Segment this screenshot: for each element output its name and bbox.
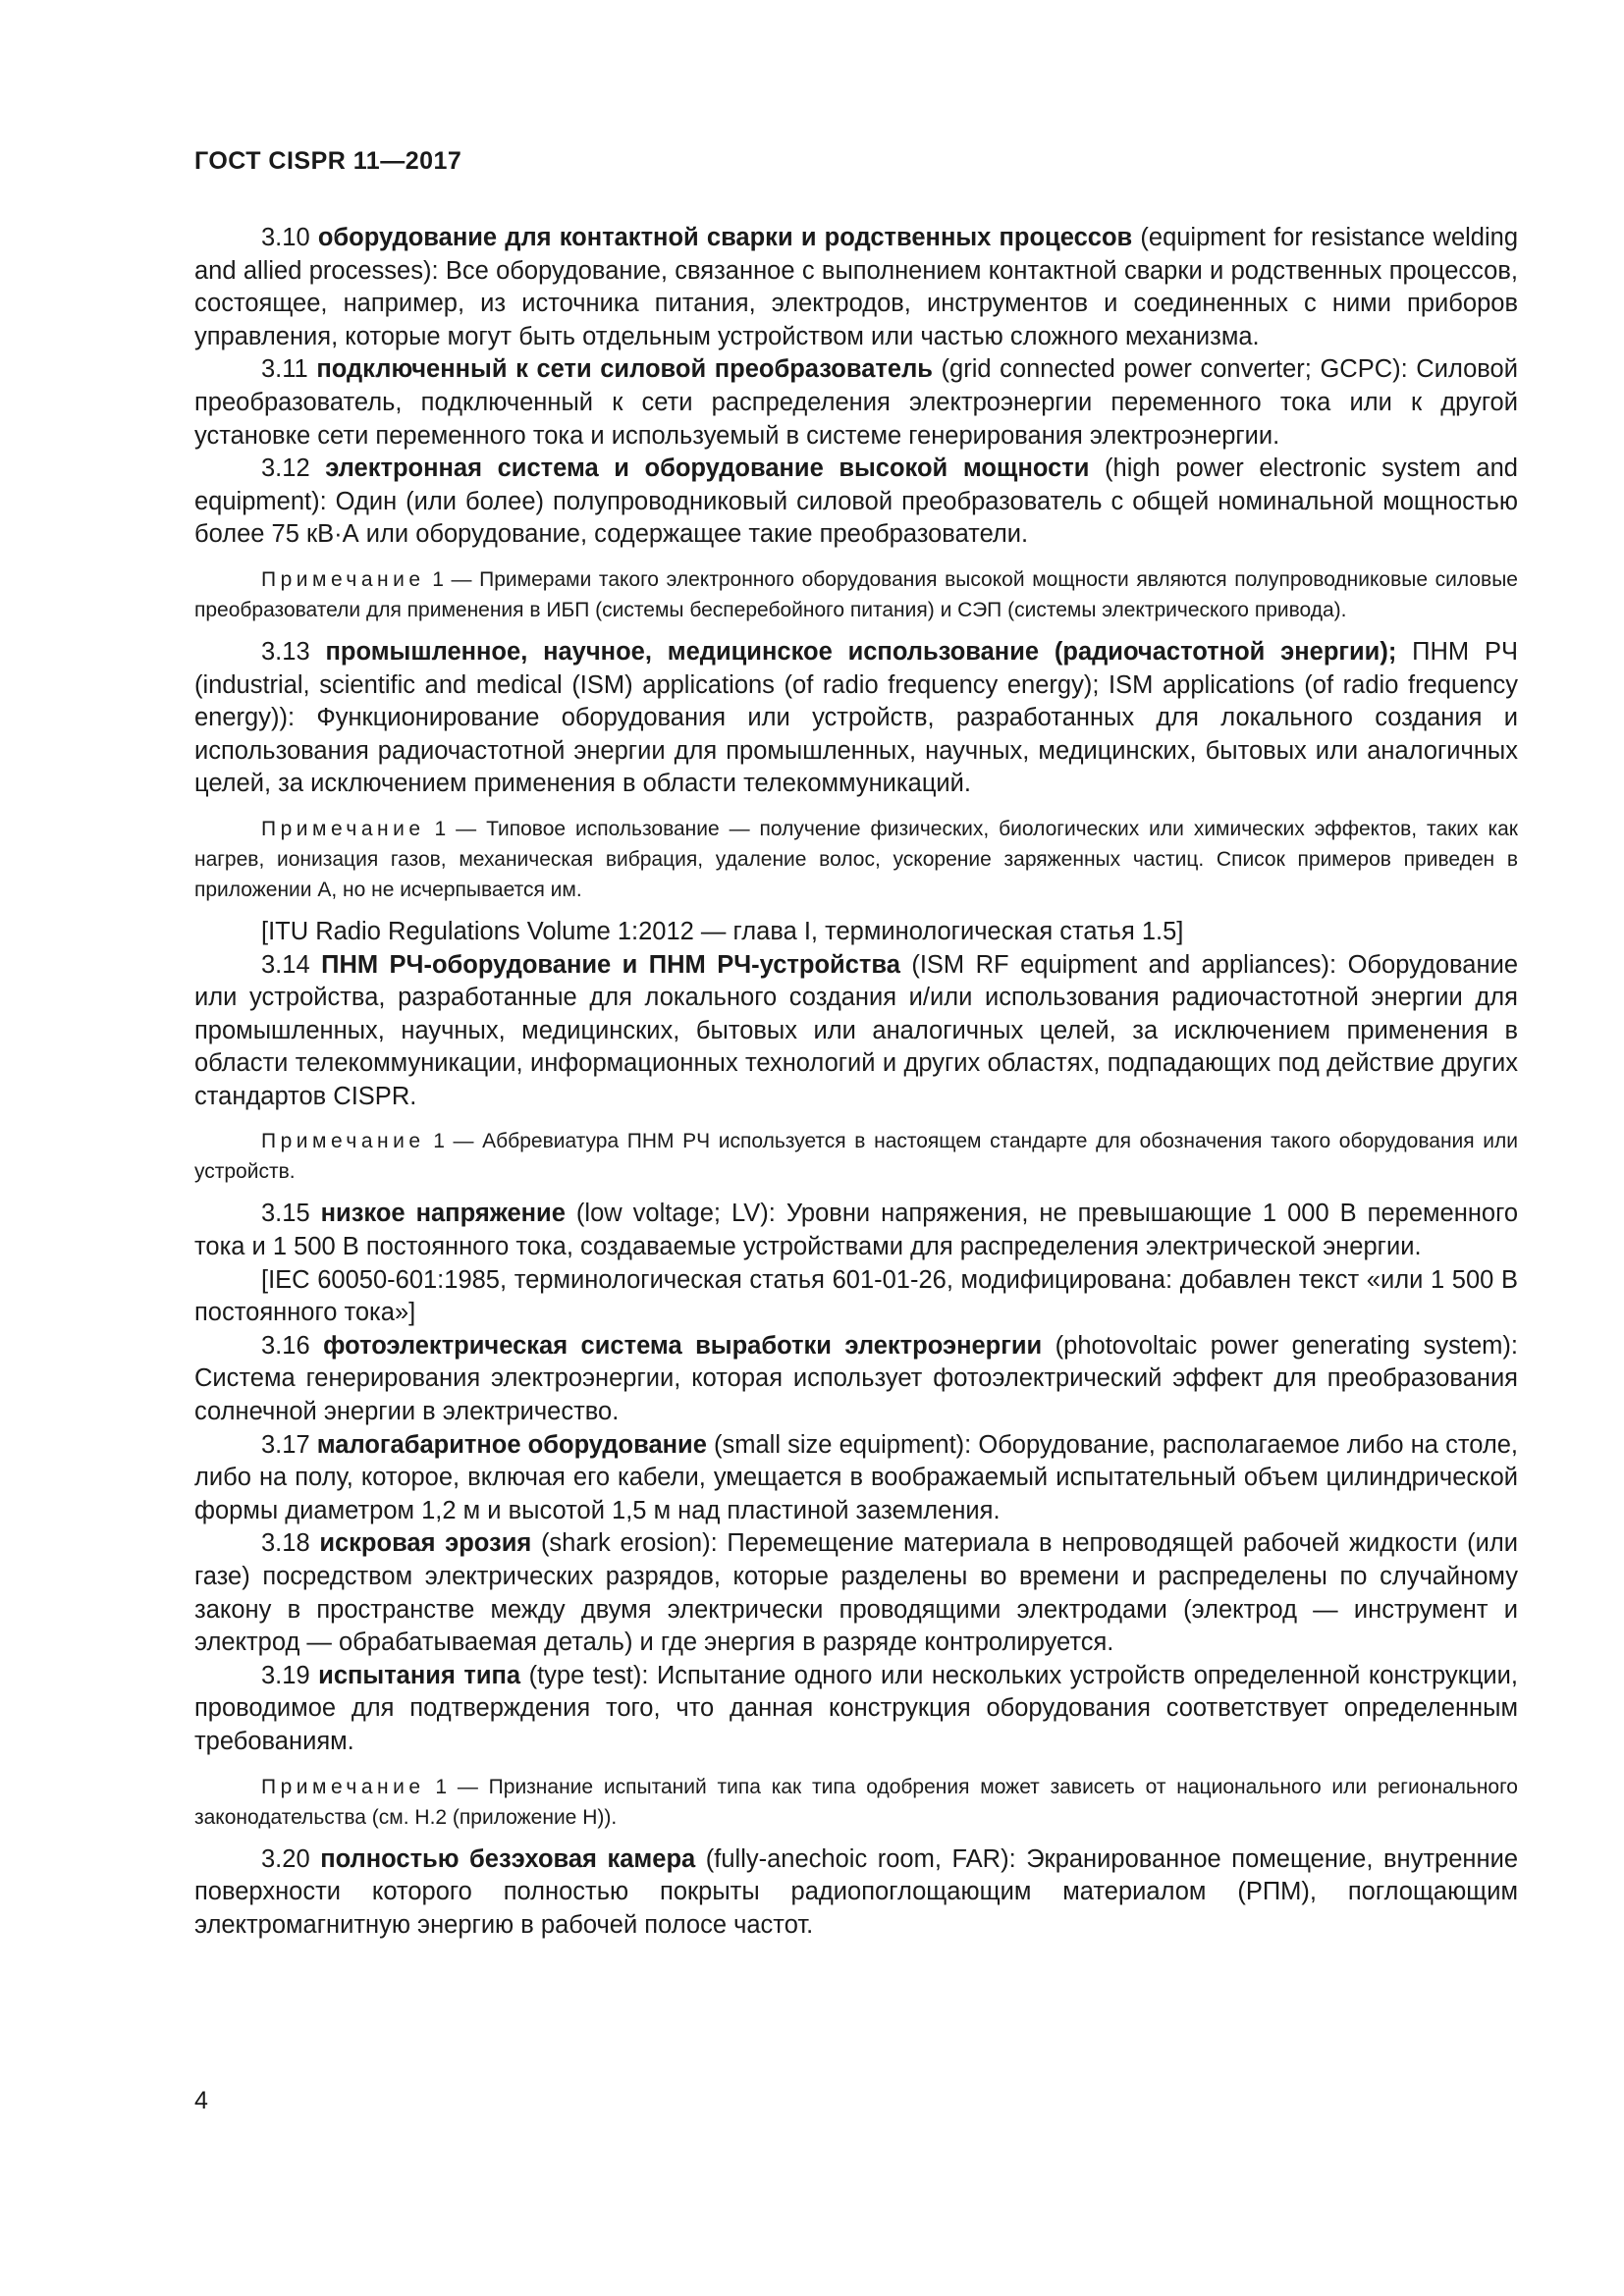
term-number: 3.17 xyxy=(261,1430,310,1459)
note-text: — Признание испытаний типа как типа одобрения может зависеть от национального или регионального законодательства (см. Н.2 (приложение Н)). xyxy=(194,1775,1518,1829)
term-name: полностью безэховая камера xyxy=(320,1844,696,1873)
term-definition xyxy=(194,1843,1518,1943)
term-number: 3.18 xyxy=(261,1529,310,1558)
term-definition xyxy=(194,949,1518,1114)
source-reference xyxy=(194,916,1518,949)
term-name: подключенный к сети силовой преобразователь xyxy=(316,355,933,384)
note-label: Примечание xyxy=(261,567,425,591)
note-text: — Аббревиатура ПНМ РЧ используется в настоящем стандарте для обозначения такого оборудования или устройств. xyxy=(194,1130,1518,1184)
term-name: электронная система и оборудование высокой мощности xyxy=(325,454,1090,483)
term-name: искровая эрозия xyxy=(319,1529,532,1558)
term-definition xyxy=(194,1660,1518,1759)
term-number: 3.12 xyxy=(261,454,310,483)
term-name: малогабаритное оборудование xyxy=(316,1430,707,1459)
document-body xyxy=(194,222,1518,1942)
term-text: (small size equipment): Оборудование, располагаемое либо на столе, либо на полу, которое, включая его кабели, умещается в воображаемый испытательный объем цилиндрической формы диаметром 1,2 м и высотой 1,5 м над пластиной заземления. xyxy=(194,1430,1519,1524)
term-definition xyxy=(194,222,1518,353)
term-definition xyxy=(194,1429,1518,1528)
term-number: 3.20 xyxy=(261,1844,310,1873)
term-name: низкое напряжение xyxy=(320,1200,566,1228)
term-name: промышленное, научное, медицинское использование (радиочастотной энергии); xyxy=(325,637,1397,666)
note-text: — Типовое использование — получение физических, биологических или химических эффектов, таких как нагрев, ионизация газов, механическая вибрация, удаление волос, ускорение заряженных частиц. Список примеров приведен в приложении А, но не исчерпывается им. xyxy=(194,817,1518,901)
term-definition xyxy=(194,1330,1518,1429)
note-text: — Примерами такого электронного оборудования высокой мощности являются полупроводниковые силовые преобразователи для применения в ИБП (системы бесперебойного питания) и СЭП (системы электрического привода). xyxy=(194,567,1518,621)
document-header: ГОСТ CISPR 11—2017 xyxy=(194,147,462,175)
term-number: 3.13 xyxy=(261,637,310,666)
term-number: 3.16 xyxy=(261,1331,310,1360)
term-text: (low voltage; LV): Уровни напряжения, не превышающие 1 000 В переменного тока и 1 500 В постоянного тока, создаваемые устройствами для распределения электрической энергии. xyxy=(194,1200,1518,1261)
term-text: (grid connected power converter; GCPC): Силовой преобразователь, подключенный к сети распределения электроэнергии переменного тока или к другой установке сети переменного тока и используемый в системе генерирования электроэнергии. xyxy=(194,355,1518,450)
term-text: (fully-anechoic room, FAR): Экранированное помещение, внутренние поверхности которого полностью покрыты радиопоглощающим материалом (РПМ), поглощающим электромагнитную энергию в рабочей полосе частот. xyxy=(194,1844,1519,1939)
term-text: (ISM RF equipment and appliances): Оборудование или устройства, разработанные для локального создания и/или использования радиочастотной энергии для промышленных, научных, медицинских, бытовых или аналогичных целей, за исключением применения в области телекоммуникации, информационных технологий и других областях, подпадающих под действие других стандартов CISPR. xyxy=(194,950,1519,1110)
note-label: Примечание xyxy=(261,1130,425,1153)
term-name: ПНМ РЧ-оборудование и ПНМ РЧ-устройства xyxy=(321,950,900,979)
term-definition xyxy=(194,636,1518,801)
term-number: 3.10 xyxy=(261,224,310,251)
note xyxy=(194,564,1518,625)
note-number: 1 xyxy=(435,1775,448,1798)
note xyxy=(194,1126,1518,1187)
term-text: (high power electronic system and equipment): Один (или более) полупроводниковый силовой преобразователь с общей номинальной мощностью более 75 кВ·А или оборудование, содержащее такие преобразователи. xyxy=(194,454,1518,549)
term-definition xyxy=(194,1198,1518,1263)
term-text: (photovoltaic power generating system): Система генерирования электроэнергии, которая использует фотоэлектрический эффект для преобразования солнечной энергии в электричество. xyxy=(194,1331,1518,1426)
term-number: 3.19 xyxy=(261,1661,310,1689)
term-text: ПНМ РЧ (industrial, scientific and medical (ISM) applications (of radio frequency energy); ISM applications (of radio frequency energy)): Функционирование оборудования или устройств, разработанных для локального создания и использования радиочастотной энергии для промышленных, научных, медицинских, бытовых или аналогичных целей, за исключением применения в области телекоммуникаций. xyxy=(194,637,1518,798)
reference-text: [IEC 60050-601:1985, терминологическая статья 601-01-26, модифицирована: добавлен текст «или 1 500 В постоянного тока»] xyxy=(194,1265,1518,1327)
term-text: (shark erosion): Перемещение материала в непроводящей рабочей жидкости (или газе) посредством электрических разрядов, которые разделены во времени и распределены по случайному закону в пространстве между двумя электрически проводящими электродами (электрод — инструмент и электрод — обрабатываемая деталь) и где энергия в разряде контролируется. xyxy=(194,1529,1518,1657)
reference-text: [ITU Radio Regulations Volume 1:2012 — глава I, терминологическая статья 1.5] xyxy=(261,917,1184,945)
note xyxy=(194,1772,1518,1833)
term-name: фотоэлектрическая система выработки электроэнергии xyxy=(323,1331,1043,1360)
source-reference xyxy=(194,1264,1518,1330)
note-number: 1 xyxy=(433,1130,445,1153)
note xyxy=(194,814,1518,905)
term-definition xyxy=(194,1527,1518,1659)
term-text: (equipment for resistance welding and allied processes): Все оборудование, связанное с выполнением контактной сварки и родственных процессов, состоящее, например, из источника питания, электродов, инструментов и соединенных с ними приборов управления, которые могут быть отдельным устройством или частью сложного механизма. xyxy=(194,224,1518,350)
term-definition xyxy=(194,453,1518,552)
page-number: 4 xyxy=(194,2087,208,2114)
term-definition xyxy=(194,353,1518,453)
note-label: Примечание xyxy=(261,817,425,840)
term-number: 3.11 xyxy=(261,355,308,384)
term-name: оборудование для контактной сварки и родственных процессов xyxy=(317,224,1133,251)
note-number: 1 xyxy=(432,567,444,591)
term-name: испытания типа xyxy=(318,1661,521,1689)
note-number: 1 xyxy=(434,817,447,840)
term-number: 3.14 xyxy=(261,950,310,979)
term-text: (type test): Испытание одного или нескольких устройств определенной конструкции, проводимое для подтверждения того, что данная конструкция оборудования соответствует определенным требованиям. xyxy=(194,1661,1518,1755)
note-label: Примечание xyxy=(261,1775,425,1798)
term-number: 3.15 xyxy=(261,1200,310,1228)
